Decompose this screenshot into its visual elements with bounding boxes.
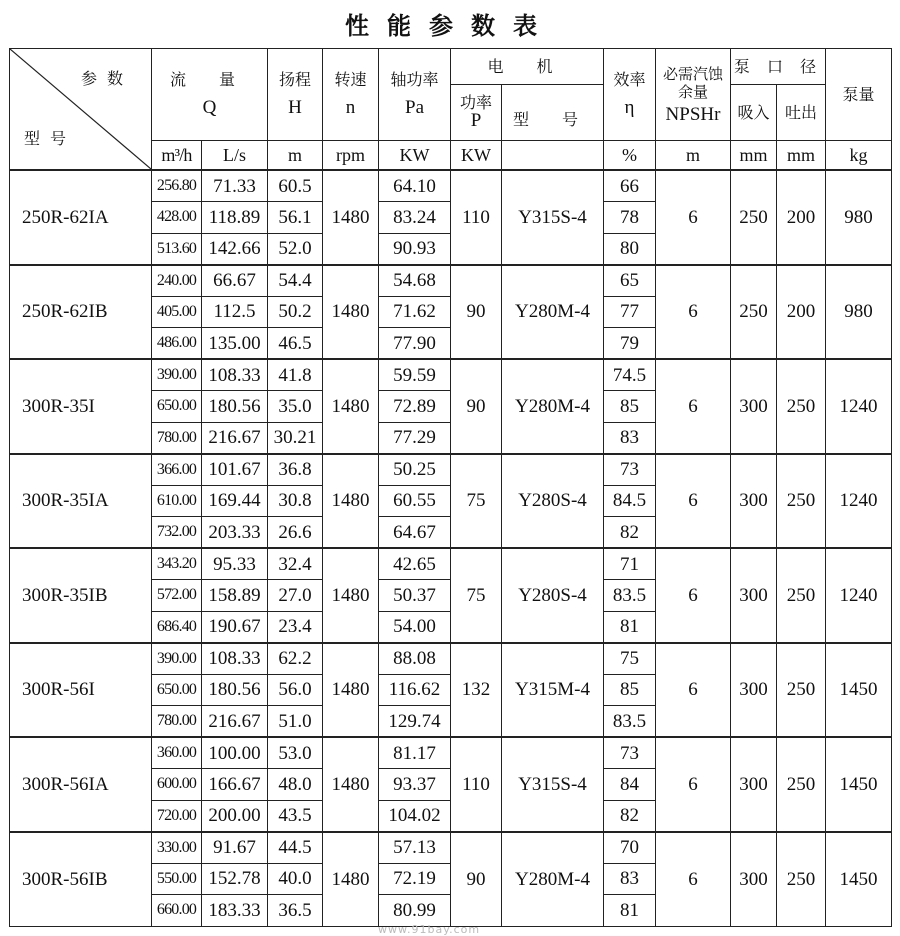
flow-m3h-cell: 780.00: [152, 706, 202, 738]
flow-ls-cell: 108.33: [202, 643, 268, 675]
efficiency-cell: 71: [604, 548, 656, 580]
weight-cell: 1450: [826, 832, 892, 927]
flow-header: 流 量 Q: [152, 49, 268, 141]
npsh-cell: 6: [656, 359, 731, 454]
model-cell: 300R-35IA: [10, 454, 152, 549]
suction-cell: 300: [731, 548, 777, 643]
shaft-power-cell: 77.29: [379, 422, 451, 454]
discharge-header: 吐出: [777, 85, 826, 141]
unit-cell: mm: [731, 141, 777, 171]
flow-ls-cell: 166.67: [202, 769, 268, 801]
efficiency-cell: 82: [604, 517, 656, 549]
flow-ls-cell: 169.44: [202, 485, 268, 517]
head-cell: 23.4: [268, 611, 323, 643]
unit-cell: [502, 141, 604, 171]
suction-cell: 300: [731, 454, 777, 549]
diagonal-line: [10, 49, 151, 169]
npsh-cell: 6: [656, 170, 731, 265]
shaft-power-cell: 54.00: [379, 611, 451, 643]
speed-cell: 1480: [323, 737, 379, 832]
efficiency-cell: 77: [604, 296, 656, 328]
npsh-cell: 6: [656, 737, 731, 832]
table-row: [10, 170, 892, 202]
suction-cell: 300: [731, 832, 777, 927]
speed-cell: 1480: [323, 170, 379, 265]
head-cell: 62.2: [268, 643, 323, 675]
speed-cell: 1480: [323, 643, 379, 738]
model-cell: 300R-35I: [10, 359, 152, 454]
discharge-cell: 200: [777, 170, 826, 265]
motor-power-cell: 75: [451, 454, 502, 549]
motor-power-cell: 110: [451, 170, 502, 265]
flow-m3h-cell: 513.60: [152, 233, 202, 265]
diagonal-header-cell: [10, 49, 152, 171]
head-cell: 36.5: [268, 895, 323, 927]
motor-power-cell: 75: [451, 548, 502, 643]
watermark: www.91bay.com: [378, 923, 481, 936]
shaft-power-cell: 93.37: [379, 769, 451, 801]
shaft-power-cell: 77.90: [379, 328, 451, 360]
speed-cell: 1480: [323, 548, 379, 643]
discharge-cell: 250: [777, 454, 826, 549]
flow-m3h-cell: 780.00: [152, 422, 202, 454]
flow-ls-cell: 100.00: [202, 737, 268, 769]
flow-m3h-cell: 650.00: [152, 674, 202, 706]
shaft-power-cell: 80.99: [379, 895, 451, 927]
suction-cell: 250: [731, 170, 777, 265]
head-cell: 48.0: [268, 769, 323, 801]
flow-ls-cell: 108.33: [202, 359, 268, 391]
npsh-cell: 6: [656, 643, 731, 738]
model-cell: 300R-56I: [10, 643, 152, 738]
shaft-power-cell: 59.59: [379, 359, 451, 391]
discharge-cell: 250: [777, 359, 826, 454]
flow-m3h-cell: 428.00: [152, 202, 202, 234]
motor-model-cell: Y280M-4: [502, 265, 604, 360]
efficiency-cell: 66: [604, 170, 656, 202]
flow-m3h-cell: 366.00: [152, 454, 202, 486]
unit-cell: L/s: [202, 141, 268, 171]
flow-m3h-cell: 686.40: [152, 611, 202, 643]
motor-model-cell: Y280S-4: [502, 548, 604, 643]
flow-m3h-cell: 600.00: [152, 769, 202, 801]
unit-cell: m: [268, 141, 323, 171]
npsh-cell: 6: [656, 548, 731, 643]
efficiency-cell: 82: [604, 800, 656, 832]
flow-m3h-cell: 343.20: [152, 548, 202, 580]
efficiency-cell: 85: [604, 391, 656, 423]
motor-model-cell: Y280M-4: [502, 832, 604, 927]
flow-ls-cell: 203.33: [202, 517, 268, 549]
flow-ls-cell: 180.56: [202, 674, 268, 706]
speed-cell: 1480: [323, 265, 379, 360]
shaft-power-cell: 83.24: [379, 202, 451, 234]
flow-ls-cell: 101.67: [202, 454, 268, 486]
shaft-power-cell: 71.62: [379, 296, 451, 328]
suction-header: 吸入: [731, 85, 777, 141]
efficiency-cell: 73: [604, 737, 656, 769]
flow-m3h-cell: 390.00: [152, 643, 202, 675]
efficiency-cell: 83.5: [604, 580, 656, 612]
motor-model-cell: Y315S-4: [502, 737, 604, 832]
flow-m3h-cell: 550.00: [152, 863, 202, 895]
flow-m3h-cell: 405.00: [152, 296, 202, 328]
flow-ls-cell: 118.89: [202, 202, 268, 234]
head-cell: 46.5: [268, 328, 323, 360]
head-cell: 60.5: [268, 170, 323, 202]
shaft-power-cell: 42.65: [379, 548, 451, 580]
weight-cell: 1240: [826, 548, 892, 643]
efficiency-cell: 75: [604, 643, 656, 675]
npsh-header: 必需汽蚀余量 NPSHr: [656, 49, 731, 141]
weight-cell: 1450: [826, 643, 892, 738]
flow-ls-cell: 95.33: [202, 548, 268, 580]
shaft-power-cell: 72.19: [379, 863, 451, 895]
flow-ls-cell: 112.5: [202, 296, 268, 328]
shaft-power-cell: 88.08: [379, 643, 451, 675]
table-row: [10, 454, 892, 486]
flow-ls-cell: 142.66: [202, 233, 268, 265]
unit-cell: %: [604, 141, 656, 171]
flow-ls-cell: 135.00: [202, 328, 268, 360]
efficiency-cell: 83: [604, 422, 656, 454]
head-cell: 53.0: [268, 737, 323, 769]
flow-ls-cell: 71.33: [202, 170, 268, 202]
head-cell: 41.8: [268, 359, 323, 391]
flow-ls-cell: 91.67: [202, 832, 268, 864]
flow-ls-cell: 158.89: [202, 580, 268, 612]
head-cell: 35.0: [268, 391, 323, 423]
table-row: [10, 737, 892, 769]
efficiency-cell: 65: [604, 265, 656, 297]
flow-ls-cell: 180.56: [202, 391, 268, 423]
flow-m3h-cell: 330.00: [152, 832, 202, 864]
motor-header: 电 机: [451, 49, 604, 85]
speed-header: 转速 n: [323, 49, 379, 141]
unit-cell: rpm: [323, 141, 379, 171]
page-title: 性能参数表: [345, 12, 555, 40]
motor-power-header: 功率 P: [451, 85, 502, 141]
head-cell: 36.8: [268, 454, 323, 486]
head-cell: 27.0: [268, 580, 323, 612]
shaft-power-cell: 104.02: [379, 800, 451, 832]
speed-cell: 1480: [323, 359, 379, 454]
head-cell: 50.2: [268, 296, 323, 328]
motor-power-cell: 90: [451, 359, 502, 454]
shaft-power-header: 轴功率 Pa: [379, 49, 451, 141]
head-cell: 30.21: [268, 422, 323, 454]
flow-m3h-cell: 486.00: [152, 328, 202, 360]
unit-cell: m³/h: [152, 141, 202, 171]
model-cell: 300R-56IA: [10, 737, 152, 832]
discharge-cell: 200: [777, 265, 826, 360]
discharge-cell: 250: [777, 643, 826, 738]
efficiency-cell: 78: [604, 202, 656, 234]
npsh-cell: 6: [656, 454, 731, 549]
efficiency-cell: 80: [604, 233, 656, 265]
motor-power-cell: 132: [451, 643, 502, 738]
speed-cell: 1480: [323, 454, 379, 549]
weight-cell: 980: [826, 265, 892, 360]
head-cell: 56.1: [268, 202, 323, 234]
weight-header: 泵量: [826, 49, 892, 141]
efficiency-cell: 81: [604, 611, 656, 643]
flow-ls-cell: 183.33: [202, 895, 268, 927]
head-cell: 43.5: [268, 800, 323, 832]
flow-ls-cell: 66.67: [202, 265, 268, 297]
npsh-cell: 6: [656, 265, 731, 360]
table-row: [10, 832, 892, 864]
motor-model-cell: Y280S-4: [502, 454, 604, 549]
unit-cell: KW: [451, 141, 502, 171]
flow-ls-cell: 216.67: [202, 422, 268, 454]
shaft-power-cell: 129.74: [379, 706, 451, 738]
table-row: [10, 359, 892, 391]
unit-cell: mm: [777, 141, 826, 171]
unit-cell: KW: [379, 141, 451, 171]
efficiency-cell: 74.5: [604, 359, 656, 391]
shaft-power-cell: 57.13: [379, 832, 451, 864]
efficiency-cell: 79: [604, 328, 656, 360]
param-label: 参数: [80, 69, 133, 88]
flow-m3h-cell: 650.00: [152, 391, 202, 423]
shaft-power-cell: 116.62: [379, 674, 451, 706]
npsh-cell: 6: [656, 832, 731, 927]
flow-m3h-cell: 610.00: [152, 485, 202, 517]
efficiency-header: 效率 η: [604, 49, 656, 141]
table-row: [10, 643, 892, 675]
flow-m3h-cell: 660.00: [152, 895, 202, 927]
shaft-power-cell: 50.37: [379, 580, 451, 612]
efficiency-cell: 84.5: [604, 485, 656, 517]
shaft-power-cell: 64.67: [379, 517, 451, 549]
flow-m3h-cell: 732.00: [152, 517, 202, 549]
shaft-power-cell: 90.93: [379, 233, 451, 265]
efficiency-cell: 85: [604, 674, 656, 706]
motor-model-cell: Y315S-4: [502, 170, 604, 265]
model-cell: 250R-62IA: [10, 170, 152, 265]
unit-cell: kg: [826, 141, 892, 171]
suction-cell: 300: [731, 643, 777, 738]
flow-m3h-cell: 720.00: [152, 800, 202, 832]
efficiency-cell: 83: [604, 863, 656, 895]
flow-ls-cell: 152.78: [202, 863, 268, 895]
model-label: 型号: [24, 129, 77, 148]
weight-cell: 1450: [826, 737, 892, 832]
motor-model-cell: Y280M-4: [502, 359, 604, 454]
weight-cell: 980: [826, 170, 892, 265]
motor-model-header: 型 号: [502, 85, 604, 141]
shaft-power-cell: 64.10: [379, 170, 451, 202]
flow-m3h-cell: 572.00: [152, 580, 202, 612]
shaft-power-cell: 50.25: [379, 454, 451, 486]
flow-ls-cell: 216.67: [202, 706, 268, 738]
performance-table: [9, 48, 892, 927]
table-row: [10, 265, 892, 297]
efficiency-cell: 83.5: [604, 706, 656, 738]
shaft-power-cell: 72.89: [379, 391, 451, 423]
flow-ls-cell: 190.67: [202, 611, 268, 643]
head-cell: 40.0: [268, 863, 323, 895]
head-cell: 32.4: [268, 548, 323, 580]
efficiency-cell: 84: [604, 769, 656, 801]
discharge-cell: 250: [777, 832, 826, 927]
shaft-power-cell: 54.68: [379, 265, 451, 297]
motor-power-cell: 110: [451, 737, 502, 832]
shaft-power-cell: 81.17: [379, 737, 451, 769]
port-header: 泵 口 径: [731, 49, 826, 85]
head-cell: 54.4: [268, 265, 323, 297]
head-cell: 44.5: [268, 832, 323, 864]
motor-power-cell: 90: [451, 832, 502, 927]
suction-cell: 300: [731, 359, 777, 454]
shaft-power-cell: 60.55: [379, 485, 451, 517]
discharge-cell: 250: [777, 737, 826, 832]
head-cell: 30.8: [268, 485, 323, 517]
speed-cell: 1480: [323, 832, 379, 927]
model-cell: 300R-35IB: [10, 548, 152, 643]
flow-ls-cell: 200.00: [202, 800, 268, 832]
table-row: [10, 548, 892, 580]
motor-model-cell: Y315M-4: [502, 643, 604, 738]
head-cell: 51.0: [268, 706, 323, 738]
model-cell: 300R-56IB: [10, 832, 152, 927]
weight-cell: 1240: [826, 454, 892, 549]
motor-power-cell: 90: [451, 265, 502, 360]
unit-cell: m: [656, 141, 731, 171]
efficiency-cell: 73: [604, 454, 656, 486]
flow-m3h-cell: 240.00: [152, 265, 202, 297]
flow-m3h-cell: 390.00: [152, 359, 202, 391]
head-cell: 56.0: [268, 674, 323, 706]
head-header: 扬程 H: [268, 49, 323, 141]
head-cell: 26.6: [268, 517, 323, 549]
suction-cell: 300: [731, 737, 777, 832]
model-cell: 250R-62IB: [10, 265, 152, 360]
suction-cell: 250: [731, 265, 777, 360]
flow-m3h-cell: 360.00: [152, 737, 202, 769]
flow-m3h-cell: 256.80: [152, 170, 202, 202]
head-cell: 52.0: [268, 233, 323, 265]
weight-cell: 1240: [826, 359, 892, 454]
efficiency-cell: 70: [604, 832, 656, 864]
discharge-cell: 250: [777, 548, 826, 643]
efficiency-cell: 81: [604, 895, 656, 927]
